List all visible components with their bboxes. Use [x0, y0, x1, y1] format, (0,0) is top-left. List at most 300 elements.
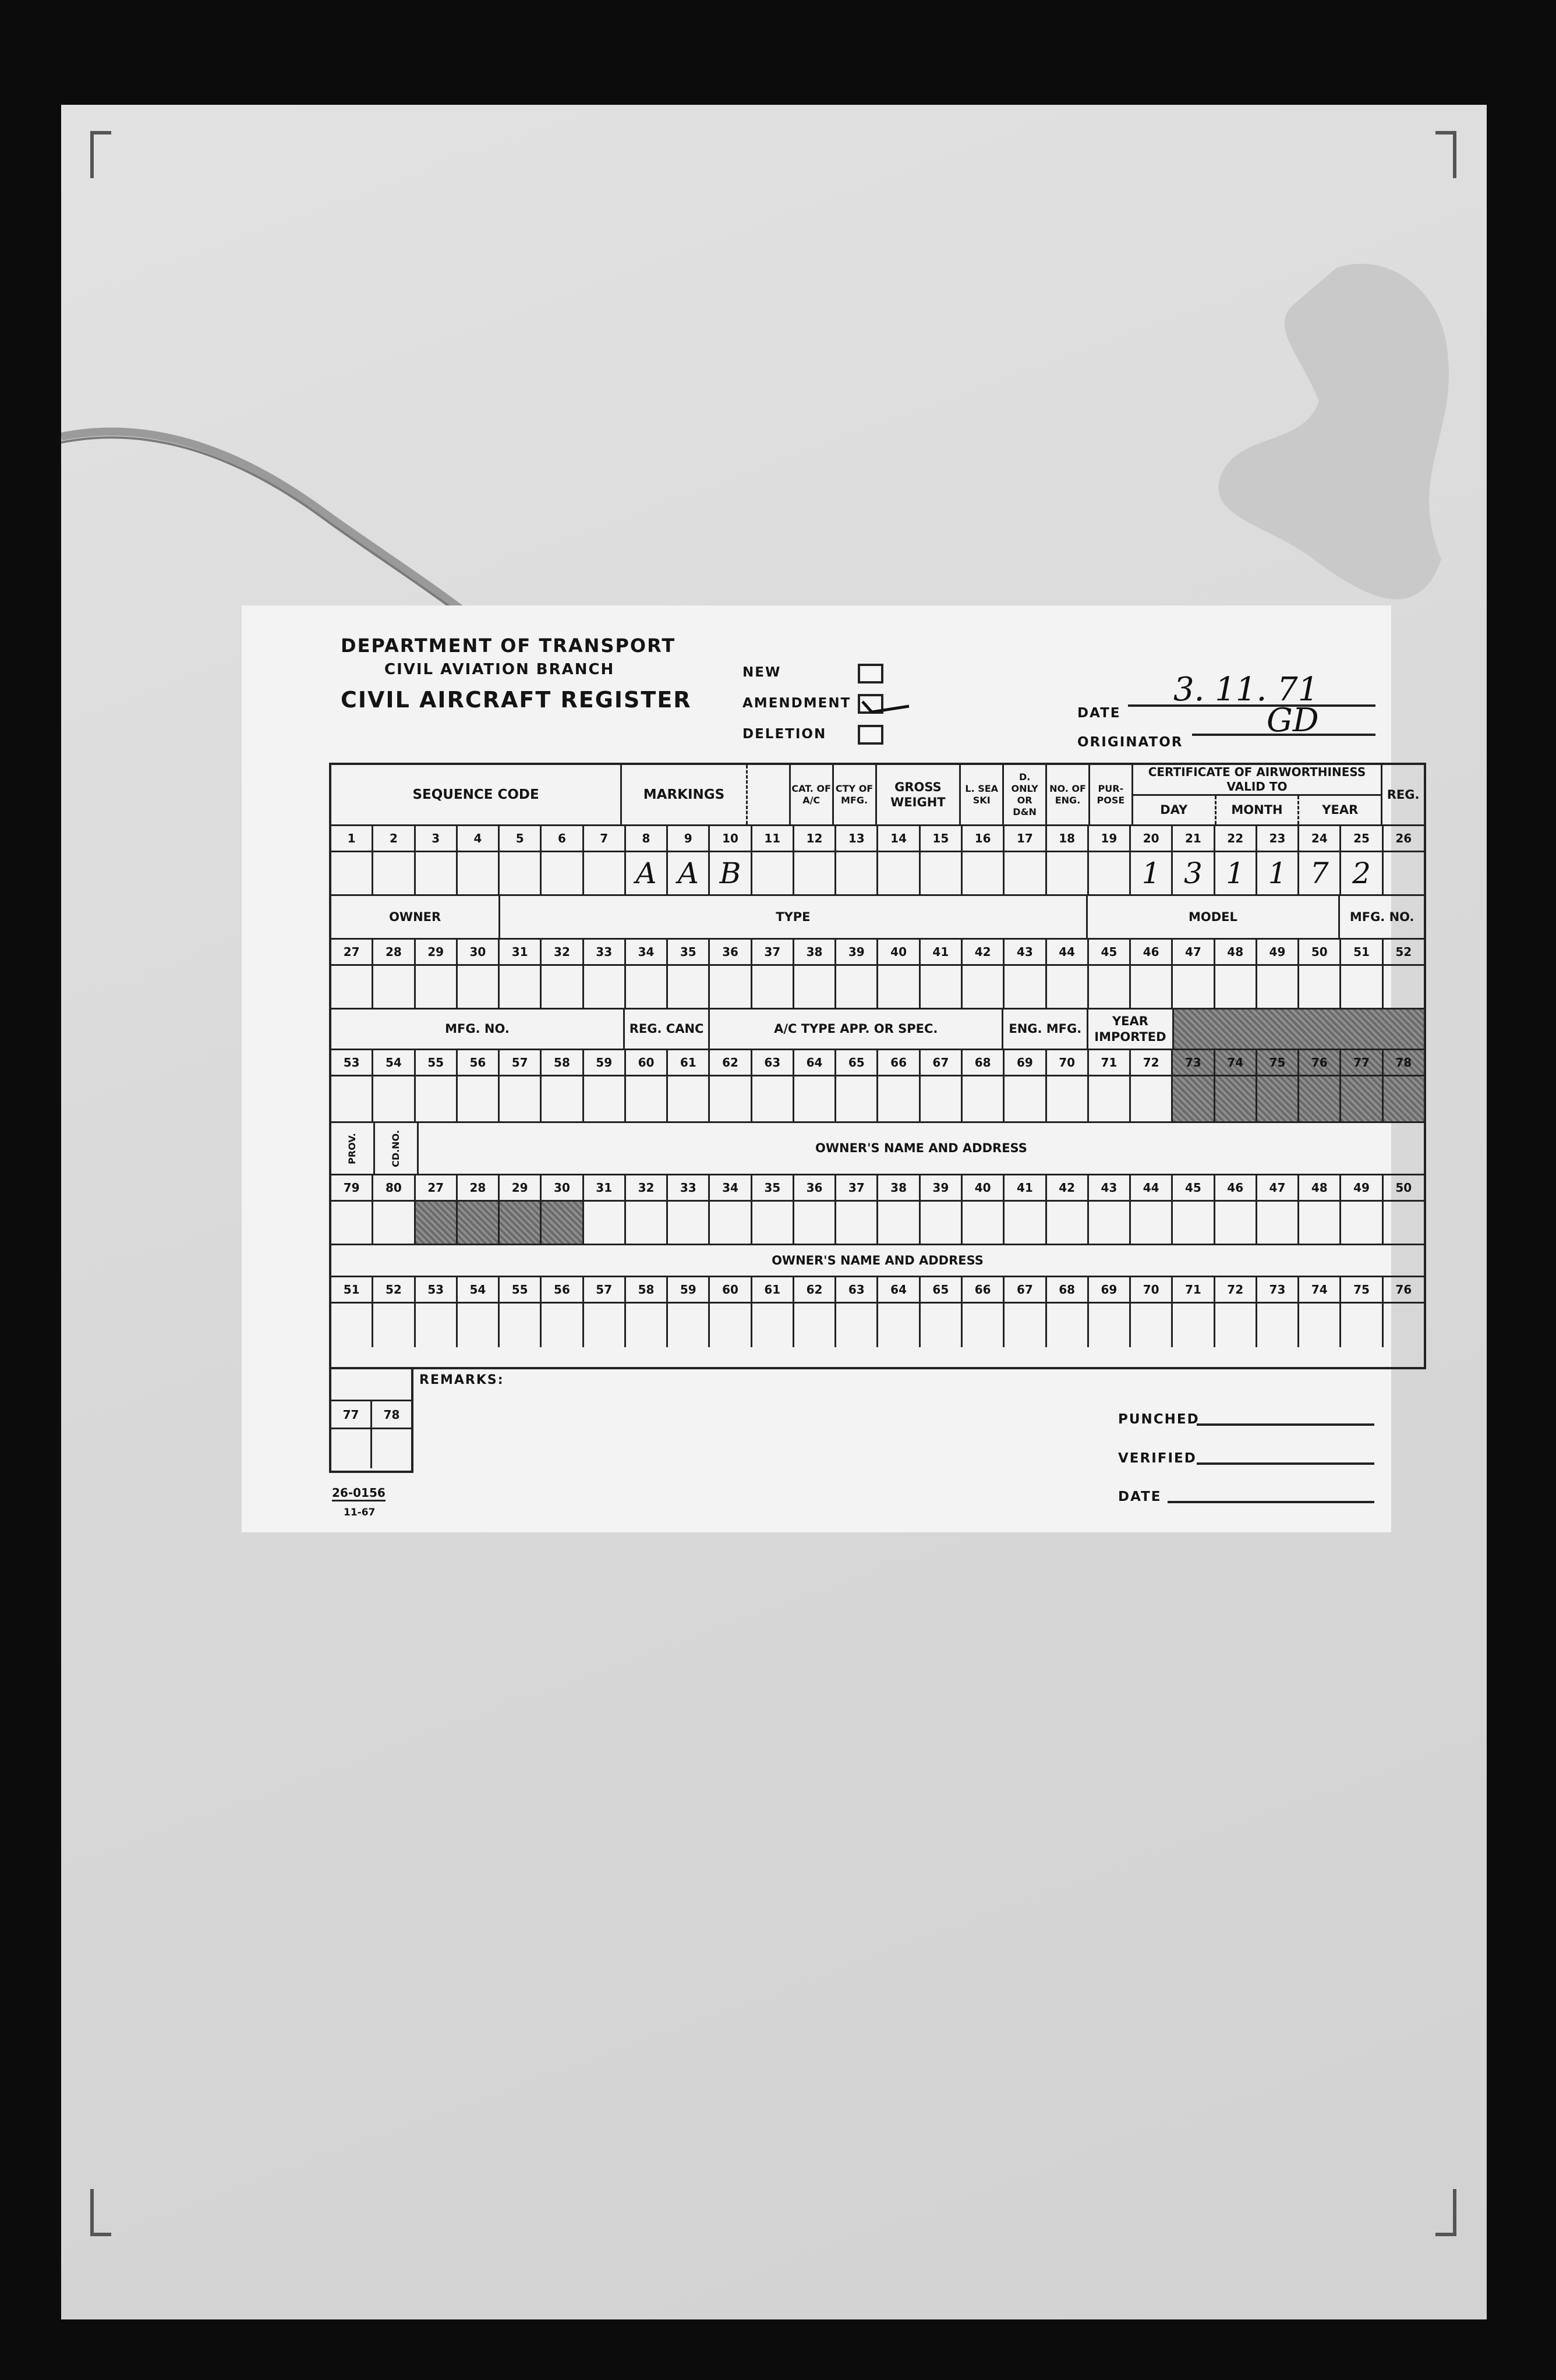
column-number: 61: [752, 1277, 794, 1302]
entry-cell[interactable]: [1341, 966, 1383, 1008]
originator-label: ORIGINATOR: [1077, 735, 1183, 750]
column-number: 66: [878, 1050, 920, 1075]
entry-cell[interactable]: 1: [1257, 852, 1299, 894]
entry-cell[interactable]: [1257, 1304, 1299, 1347]
entry-cell[interactable]: [416, 966, 458, 1008]
column-number: 80: [373, 1175, 415, 1200]
entry-cell[interactable]: [1005, 852, 1046, 894]
date-value: 3. 11. 71: [1173, 671, 1319, 709]
entry-cell[interactable]: 7: [1299, 852, 1341, 894]
markings-header: MARKINGS: [622, 765, 748, 824]
shaded-header-block: [1174, 1010, 1424, 1049]
column-number: 78: [383, 1407, 400, 1422]
reg-canc-header: REG. CANC: [625, 1010, 710, 1049]
column-number: 27: [416, 1175, 458, 1200]
crop-mark-bottom-left: [90, 2189, 111, 2236]
entry-cell[interactable]: [668, 1304, 710, 1347]
cty-header: CTY OF MFG.: [834, 765, 877, 824]
punched-line: [1197, 1423, 1374, 1426]
entry-cell[interactable]: [1384, 852, 1424, 894]
column-number: 67: [921, 1050, 963, 1075]
column-number: 70: [1047, 1050, 1089, 1075]
column-number: 31: [584, 1175, 626, 1200]
entry-cell[interactable]: [1299, 1202, 1341, 1244]
entry-cell[interactable]: [458, 966, 500, 1008]
column-number: 42: [1047, 1175, 1089, 1200]
entry-cell[interactable]: [1299, 1304, 1341, 1347]
entry-cell[interactable]: [1215, 1304, 1257, 1347]
mfg-no-header: MFG. NO.: [1349, 909, 1414, 924]
column-number: 34: [710, 1175, 752, 1200]
entry-cell[interactable]: [1047, 1076, 1089, 1121]
entry-cell[interactable]: [626, 1202, 668, 1244]
column-number: 43: [1089, 1175, 1131, 1200]
entry-cell[interactable]: [878, 1202, 920, 1244]
amendment-check-mark: [858, 690, 910, 719]
entry-cell[interactable]: [331, 1429, 372, 1468]
entry-cell[interactable]: [1131, 966, 1173, 1008]
entry-cell[interactable]: [1257, 966, 1299, 1008]
entry-cell[interactable]: [372, 1429, 411, 1468]
year-imported-header: YEAR IMPORTED: [1088, 1010, 1173, 1049]
entry-cell[interactable]: [836, 966, 878, 1008]
column-number: 57: [584, 1277, 626, 1302]
noeng-header: NO. OF ENG.: [1047, 765, 1090, 824]
entry-cell[interactable]: [1047, 966, 1089, 1008]
entry-cell[interactable]: [1131, 1202, 1173, 1244]
column-number: 61: [668, 1050, 710, 1075]
column-number: 51: [331, 1277, 373, 1302]
column-number: 56: [458, 1050, 500, 1075]
entry-cell[interactable]: [794, 852, 836, 894]
entry-cell[interactable]: [1215, 1202, 1257, 1244]
column-number: 64: [794, 1050, 836, 1075]
entry-cell[interactable]: [416, 1076, 458, 1121]
column-number: 62: [710, 1050, 752, 1075]
column-number: 72: [1131, 1050, 1173, 1075]
entry-cell[interactable]: [921, 1304, 963, 1347]
entry-cell[interactable]: [1215, 966, 1257, 1008]
column-number: 44: [1047, 940, 1089, 964]
remarks-label: REMARKS:: [419, 1373, 504, 1387]
column-number: 56: [542, 1277, 584, 1302]
row1-numbers: [331, 826, 1424, 852]
column-number: 21: [1173, 826, 1215, 851]
column-number: 73: [1257, 1277, 1299, 1302]
entry-cell[interactable]: [542, 1076, 584, 1121]
entry-cell[interactable]: [836, 1076, 878, 1121]
column-number: 47: [1257, 1175, 1299, 1200]
column-number: 16: [963, 826, 1005, 851]
column-number: 8: [626, 826, 668, 851]
shaded-cell: [1173, 1076, 1215, 1121]
column-number: 33: [668, 1175, 710, 1200]
entry-cell[interactable]: [542, 1304, 584, 1347]
entry-cell[interactable]: [1089, 852, 1131, 894]
column-number: 44: [1131, 1175, 1173, 1200]
sequence-code-header: SEQUENCE CODE: [331, 765, 622, 824]
entry-cell[interactable]: [500, 1076, 542, 1121]
column-number: 4: [458, 826, 500, 851]
column-number: 38: [878, 1175, 920, 1200]
entry-cell[interactable]: [963, 1076, 1005, 1121]
column-number: 49: [1257, 940, 1299, 964]
register-card: [242, 605, 1420, 1532]
shaded-cell: [1384, 1076, 1424, 1121]
verified-line: [1197, 1462, 1374, 1465]
column-number: 75: [1257, 1050, 1299, 1075]
entry-cell[interactable]: [794, 1202, 836, 1244]
entry-cell[interactable]: [331, 966, 373, 1008]
verified-label: VERIFIED: [1118, 1451, 1197, 1466]
entry-cell[interactable]: [1299, 966, 1341, 1008]
column-number: 38: [794, 940, 836, 964]
remarks-grid: [329, 1369, 413, 1473]
column-number: 52: [1395, 945, 1412, 959]
column-number: 7: [584, 826, 626, 851]
column-number: 9: [668, 826, 710, 851]
entry-cell[interactable]: [373, 966, 415, 1008]
register-grid: [329, 763, 1426, 1369]
column-number: 37: [836, 1175, 878, 1200]
entry-cell[interactable]: [458, 852, 500, 894]
entry-cell[interactable]: [542, 966, 584, 1008]
entry-cell[interactable]: [668, 966, 710, 1008]
punched-label: PUNCHED: [1118, 1412, 1200, 1427]
entry-cell[interactable]: [1047, 1202, 1089, 1244]
entry-cell[interactable]: [331, 852, 373, 894]
column-number: 28: [373, 940, 415, 964]
lsea-header: L. SEA SKI: [961, 765, 1004, 824]
entry-cell[interactable]: 2: [1341, 852, 1383, 894]
entry-cell[interactable]: [1257, 1202, 1299, 1244]
column-number: 60: [710, 1277, 752, 1302]
row4-numbers: [331, 1175, 1424, 1202]
entry-cell[interactable]: [1047, 852, 1089, 894]
column-number: 29: [500, 1175, 542, 1200]
entry-cell[interactable]: [1131, 1076, 1173, 1121]
column-number: 31: [500, 940, 542, 964]
column-number: 22: [1215, 826, 1257, 851]
cdno-header: [375, 1123, 419, 1174]
column-number: 45: [1089, 940, 1131, 964]
entry-cell[interactable]: [1173, 1304, 1215, 1347]
entry-cell[interactable]: [878, 852, 920, 894]
column-number: 66: [963, 1277, 1005, 1302]
column-number: 75: [1341, 1277, 1383, 1302]
entry-cell[interactable]: [416, 852, 458, 894]
column-number: 42: [963, 940, 1005, 964]
certificate-header: CERTIFICATE OF AIRWORTHINESS VALID TO: [1133, 765, 1381, 796]
entry-cell[interactable]: [878, 1304, 920, 1347]
column-number: 74: [1299, 1277, 1341, 1302]
eng-mfg-header: ENG. MFG.: [1003, 1010, 1088, 1049]
entry-cell[interactable]: [1384, 966, 1424, 1008]
entry-cell[interactable]: [752, 1076, 794, 1121]
year-header: YEAR: [1322, 803, 1359, 817]
column-number: 1: [331, 826, 373, 851]
shaded-cell: [458, 1202, 500, 1244]
column-number: 64: [878, 1277, 920, 1302]
column-number: 13: [836, 826, 878, 851]
entry-cell[interactable]: [668, 1076, 710, 1121]
cdno-label: CD.NO.: [390, 1129, 401, 1167]
column-number: 10: [710, 826, 752, 851]
entry-cell[interactable]: [373, 852, 415, 894]
entry-cell[interactable]: [1005, 966, 1046, 1008]
column-number: 54: [373, 1050, 415, 1075]
shaded-cell: [1257, 1076, 1299, 1121]
owner-header: OWNER: [331, 896, 500, 938]
column-number: 50: [1299, 940, 1341, 964]
entry-cell[interactable]: [921, 852, 963, 894]
reg-header: REG.: [1387, 787, 1420, 802]
form-date: 11-67: [344, 1507, 376, 1518]
entry-cell[interactable]: [458, 1304, 500, 1347]
dept-title: DEPARTMENT OF TRANSPORT: [341, 635, 676, 657]
entry-cell[interactable]: [1005, 1202, 1046, 1244]
column-number: 63: [752, 1050, 794, 1075]
deletion-checkbox[interactable]: [858, 725, 883, 745]
column-number: 47: [1173, 940, 1215, 964]
column-number: 58: [626, 1277, 668, 1302]
entry-cell[interactable]: [1173, 1202, 1215, 1244]
entry-cell[interactable]: [1005, 1304, 1046, 1347]
entry-cell[interactable]: [963, 966, 1005, 1008]
entry-cell[interactable]: [878, 966, 920, 1008]
column-number: 49: [1341, 1175, 1383, 1200]
column-number: 11: [752, 826, 794, 851]
entry-cell[interactable]: [1089, 1202, 1131, 1244]
entry-cell[interactable]: [1005, 1076, 1046, 1121]
entry-cell[interactable]: [626, 1304, 668, 1347]
entry-cell[interactable]: [500, 852, 542, 894]
column-number: 40: [878, 940, 920, 964]
entry-cell[interactable]: [794, 966, 836, 1008]
crop-mark-top-right: [1435, 131, 1456, 178]
column-number: 67: [1005, 1277, 1046, 1302]
entry-cell[interactable]: 1: [1215, 852, 1257, 894]
column-number: 55: [500, 1277, 542, 1302]
column-number: 37: [752, 940, 794, 964]
entry-cell[interactable]: [331, 1304, 373, 1347]
entry-cell[interactable]: [963, 852, 1005, 894]
row2-values: [331, 966, 1424, 1010]
column-number: 36: [794, 1175, 836, 1200]
column-number: 59: [584, 1050, 626, 1075]
owner-address-header: OWNER'S NAME AND ADDRESS: [815, 1141, 1027, 1156]
column-number: 39: [921, 1175, 963, 1200]
amendment-label: AMENDMENT: [742, 696, 851, 711]
entry-cell[interactable]: [794, 1304, 836, 1347]
entry-cell[interactable]: [963, 1202, 1005, 1244]
entry-cell[interactable]: [500, 1304, 542, 1347]
deletion-label: DELETION: [742, 727, 827, 742]
branch-title: CIVIL AVIATION BRANCH: [384, 661, 615, 678]
column-number: 46: [1131, 940, 1173, 964]
column-number: 15: [921, 826, 963, 851]
column-number: 18: [1047, 826, 1089, 851]
entry-cell[interactable]: [1173, 966, 1215, 1008]
column-number: 26: [1395, 831, 1412, 845]
entry-cell[interactable]: [752, 852, 794, 894]
entry-cell[interactable]: [1341, 1202, 1383, 1244]
column-number: 69: [1089, 1277, 1131, 1302]
column-number: 53: [416, 1277, 458, 1302]
entry-cell[interactable]: [921, 1202, 963, 1244]
column-number: 2: [373, 826, 415, 851]
entry-cell[interactable]: [1089, 1304, 1131, 1347]
crop-mark-bottom-right: [1435, 2189, 1456, 2236]
column-number: 76: [1395, 1283, 1412, 1297]
entry-cell[interactable]: [416, 1304, 458, 1347]
column-number: 78: [1384, 1050, 1424, 1075]
shaded-cell: [542, 1202, 584, 1244]
column-number: 54: [458, 1277, 500, 1302]
column-number: 33: [584, 940, 626, 964]
new-label: NEW: [742, 665, 781, 680]
column-number: 50: [1395, 1181, 1412, 1195]
entry-cell[interactable]: [710, 1202, 752, 1244]
row3-values: [331, 1076, 1424, 1123]
column-number: 79: [331, 1175, 373, 1200]
entry-cell[interactable]: [373, 1304, 415, 1347]
column-number: 71: [1089, 1050, 1131, 1075]
entry-cell[interactable]: [921, 1076, 963, 1121]
register-title: CIVIL AIRCRAFT REGISTER: [341, 687, 692, 713]
column-number: 76: [1299, 1050, 1341, 1075]
column-number: 30: [458, 940, 500, 964]
entry-cell[interactable]: [458, 1076, 500, 1121]
column-number: 40: [963, 1175, 1005, 1200]
originator-value: GD: [1267, 702, 1319, 739]
column-number: 25: [1341, 826, 1383, 851]
column-number: 5: [500, 826, 542, 851]
column-number: 20: [1131, 826, 1173, 851]
column-number: 71: [1173, 1277, 1215, 1302]
entry-cell[interactable]: [1341, 1304, 1383, 1347]
column-number: 41: [1005, 1175, 1046, 1200]
column-number: 32: [626, 1175, 668, 1200]
prov-header: [331, 1123, 375, 1174]
entry-cell[interactable]: [584, 966, 626, 1008]
entry-cell[interactable]: [542, 852, 584, 894]
row5-values: [331, 1304, 1424, 1347]
entry-cell[interactable]: [752, 1304, 794, 1347]
entry-cell[interactable]: [584, 852, 626, 894]
entry-cell[interactable]: [836, 1202, 878, 1244]
month-header: MONTH: [1216, 796, 1300, 824]
column-number: 39: [836, 940, 878, 964]
entry-cell[interactable]: [1384, 1202, 1424, 1244]
purpose-header: PUR- POSE: [1090, 765, 1133, 824]
column-number: 57: [500, 1050, 542, 1075]
entry-cell[interactable]: [626, 1076, 668, 1121]
entry-cell[interactable]: [752, 966, 794, 1008]
column-number: 19: [1089, 826, 1131, 851]
column-number: 17: [1005, 826, 1046, 851]
column-number: 32: [542, 940, 584, 964]
prov-label: PROV.: [346, 1132, 358, 1164]
column-number: 65: [836, 1050, 878, 1075]
column-number: 24: [1299, 826, 1341, 851]
ac-type-header: A/C TYPE APP. OR SPEC.: [710, 1010, 1003, 1049]
model-header: MODEL: [1088, 896, 1341, 938]
entry-cell[interactable]: [710, 1304, 752, 1347]
entry-cell[interactable]: [1384, 1304, 1424, 1347]
column-number: 48: [1215, 940, 1257, 964]
entry-cell[interactable]: [878, 1076, 920, 1121]
row3-numbers: [331, 1050, 1424, 1076]
entry-cell[interactable]: [1089, 966, 1131, 1008]
column-number: 58: [542, 1050, 584, 1075]
entry-cell[interactable]: [1047, 1304, 1089, 1347]
entry-cell[interactable]: [836, 1304, 878, 1347]
entry-cell[interactable]: A: [668, 852, 710, 894]
shaded-cell: [500, 1202, 542, 1244]
entry-cell[interactable]: [794, 1076, 836, 1121]
new-checkbox[interactable]: [858, 664, 883, 683]
entry-cell[interactable]: [373, 1202, 415, 1244]
column-number: 46: [1215, 1175, 1257, 1200]
column-number: 35: [668, 940, 710, 964]
day-header: DAY: [1133, 796, 1216, 824]
entry-cell[interactable]: [331, 1076, 373, 1121]
entry-cell[interactable]: [1089, 1076, 1131, 1121]
column-number: 73: [1173, 1050, 1215, 1075]
entry-cell[interactable]: [584, 1076, 626, 1121]
date-bottom-label: DATE: [1118, 1489, 1162, 1504]
entry-cell[interactable]: [500, 966, 542, 1008]
entry-cell[interactable]: B: [710, 852, 752, 894]
entry-cell[interactable]: [963, 1304, 1005, 1347]
entry-cell[interactable]: A: [626, 852, 668, 894]
column-number: 55: [416, 1050, 458, 1075]
column-number: 3: [416, 826, 458, 851]
entry-cell[interactable]: [584, 1304, 626, 1347]
entry-cell[interactable]: [752, 1202, 794, 1244]
column-number: 72: [1215, 1277, 1257, 1302]
column-number: 43: [1005, 940, 1046, 964]
column-number: 65: [921, 1277, 963, 1302]
owner-address-header-2: OWNER'S NAME AND ADDRESS: [772, 1253, 984, 1267]
remarks-spacer: [331, 1369, 411, 1400]
entry-cell[interactable]: 1: [1131, 852, 1173, 894]
entry-cell[interactable]: [710, 1076, 752, 1121]
entry-cell[interactable]: [921, 966, 963, 1008]
column-number: 29: [416, 940, 458, 964]
column-number: 6: [542, 826, 584, 851]
entry-cell[interactable]: [373, 1076, 415, 1121]
entry-cell[interactable]: [626, 966, 668, 1008]
entry-cell[interactable]: [836, 852, 878, 894]
entry-cell[interactable]: [1131, 1304, 1173, 1347]
entry-cell[interactable]: [710, 966, 752, 1008]
entry-cell[interactable]: [331, 1202, 373, 1244]
entry-cell[interactable]: 3: [1173, 852, 1215, 894]
mfg-no-header-2: MFG. NO.: [331, 1010, 625, 1049]
column-number: 63: [836, 1277, 878, 1302]
column-number: 35: [752, 1175, 794, 1200]
column-number: 51: [1341, 940, 1383, 964]
shaded-cell: [1341, 1076, 1383, 1121]
column-number: 77: [331, 1401, 372, 1428]
entry-cell[interactable]: [584, 1202, 626, 1244]
column-number: 41: [921, 940, 963, 964]
column-number: 69: [1005, 1050, 1046, 1075]
entry-cell[interactable]: [668, 1202, 710, 1244]
gross-weight-header: GROSS WEIGHT: [877, 765, 961, 824]
